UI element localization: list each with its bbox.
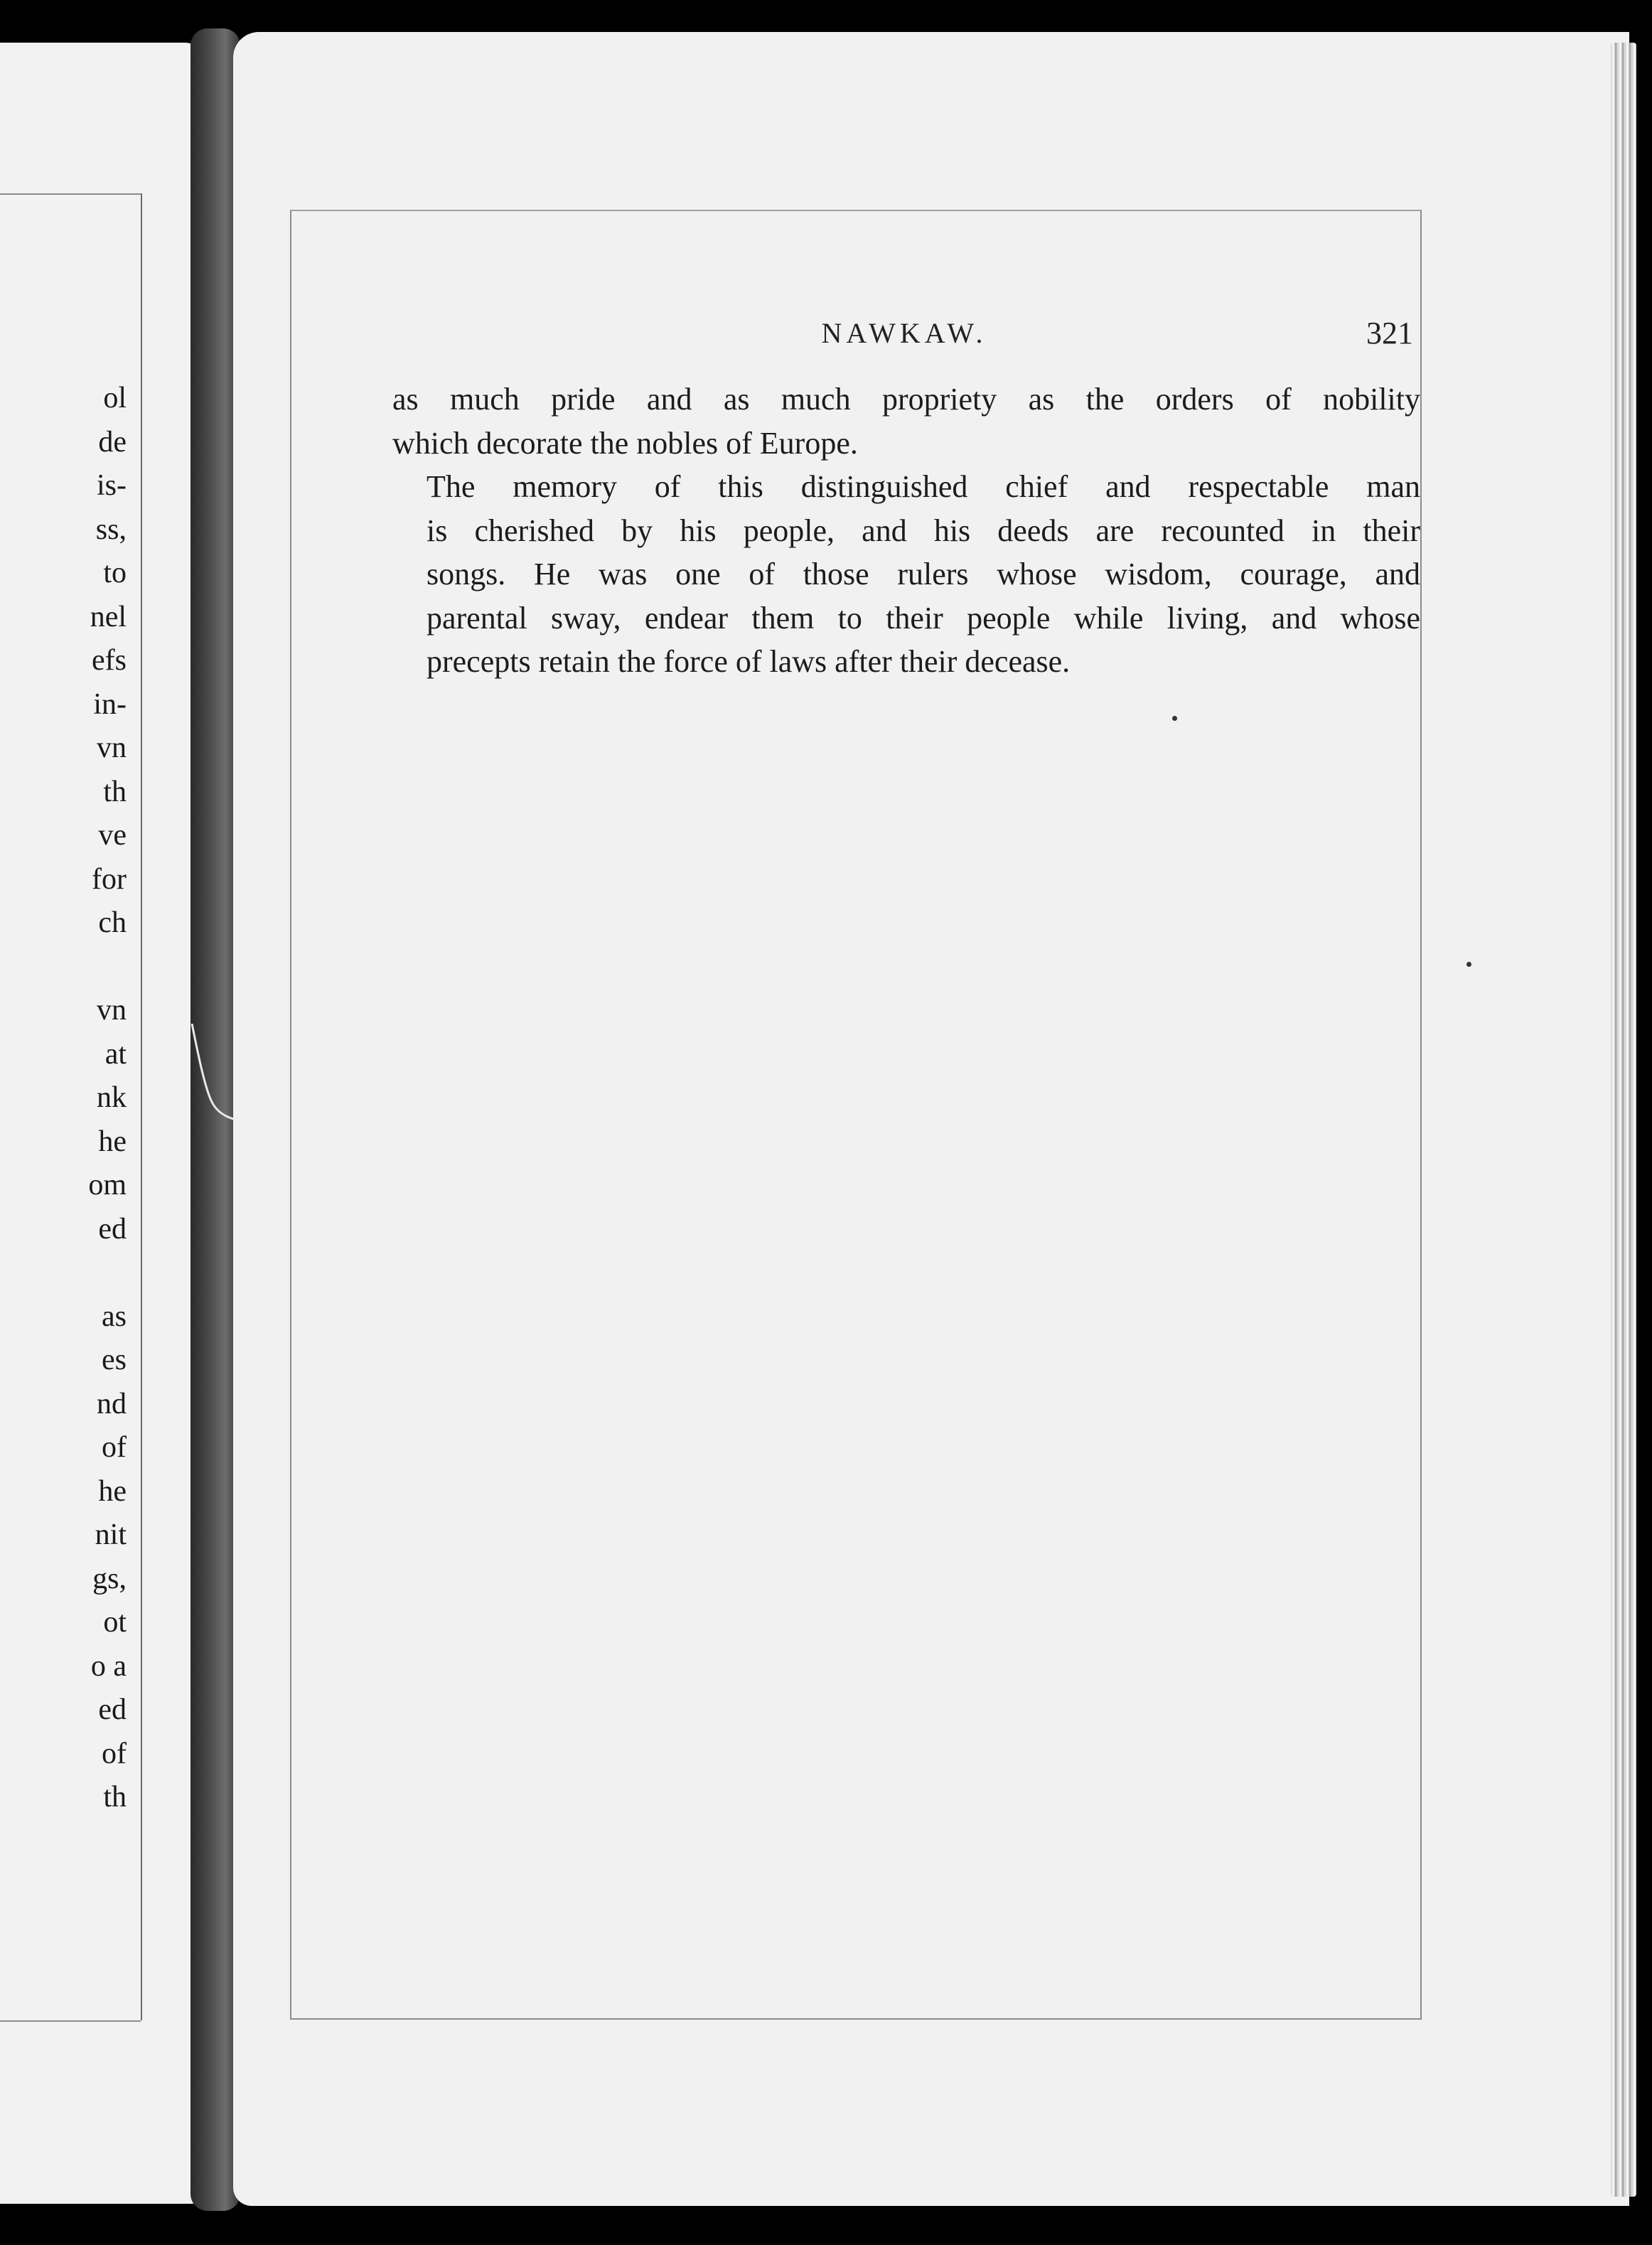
text-fragment: ed <box>98 1212 127 1245</box>
facing-page-frame-bottom <box>0 2020 141 2022</box>
text-fragment <box>0 1251 127 1295</box>
text-line: is cherished by his people, and his deeds are recounted in their <box>427 513 1420 548</box>
text-fragment: ve <box>98 819 127 852</box>
text-fragment: om <box>88 1169 127 1201</box>
text-fragment <box>0 945 127 990</box>
text-line: The memory of this distinguished chief and respectable man <box>427 469 1420 504</box>
text-fragment: is- <box>97 469 127 502</box>
text-fragment: es <box>102 1344 127 1376</box>
text-fragment: vn <box>97 732 127 764</box>
text-fragment: de <box>98 425 127 459</box>
text-fragment: o a <box>90 1649 127 1683</box>
text-fragment: he <box>98 1125 127 1158</box>
text-fragment: nk <box>97 1081 127 1114</box>
text-fragment: nd <box>97 1387 127 1420</box>
text-line: which decorate the nobles of Europe. <box>392 425 858 461</box>
paragraph-2 <box>392 465 1420 684</box>
text-line: as much pride and as much propriety as the orders of nobility <box>392 382 1420 417</box>
text-line: precepts retain the force of laws after their decease. <box>427 644 1071 679</box>
text-fragment: th <box>103 1781 127 1813</box>
facing-page-left <box>0 43 206 2204</box>
text-fragment: ol <box>103 382 127 414</box>
text-fragment: of <box>102 1737 127 1770</box>
ink-speck <box>1466 962 1471 967</box>
running-head-text: NAWKAW. <box>821 317 987 349</box>
paragraph-1 <box>392 377 1420 465</box>
text-fragment: ed <box>98 1693 127 1726</box>
text-fragment: nel <box>90 600 127 633</box>
text-fragment: for <box>92 862 127 896</box>
text-fragment: ch <box>98 906 127 939</box>
page-number: 321 <box>1366 316 1413 350</box>
page-321 <box>233 32 1629 2206</box>
facing-page-text-fragments <box>0 377 127 1820</box>
page-stack-edge <box>1611 43 1636 2197</box>
facing-page-frame-right <box>141 193 142 2020</box>
text-fragment: vn <box>97 994 127 1027</box>
ink-speck <box>1172 716 1177 721</box>
text-line: songs. He was one of those rulers whose wisdom, courage, and <box>427 557 1420 591</box>
text-fragment: of <box>102 1431 127 1464</box>
text-line: parental sway, endear them to their people while living, and whose <box>427 600 1420 636</box>
text-fragment: efs <box>92 644 127 677</box>
text-fragment: nit <box>95 1518 127 1551</box>
text-fragment: at <box>104 1037 127 1071</box>
text-fragment: he <box>98 1474 127 1508</box>
text-fragment: as <box>102 1300 127 1333</box>
body-text <box>392 377 1420 684</box>
text-fragment: in- <box>93 687 127 721</box>
text-fragment: ot <box>103 1606 127 1639</box>
text-fragment: th <box>103 775 127 808</box>
facing-page-frame-top <box>0 193 141 195</box>
text-fragment: to <box>103 557 127 589</box>
text-fragment: ss, <box>95 513 127 546</box>
running-head <box>233 316 1629 350</box>
text-fragment: gs, <box>92 1562 127 1595</box>
